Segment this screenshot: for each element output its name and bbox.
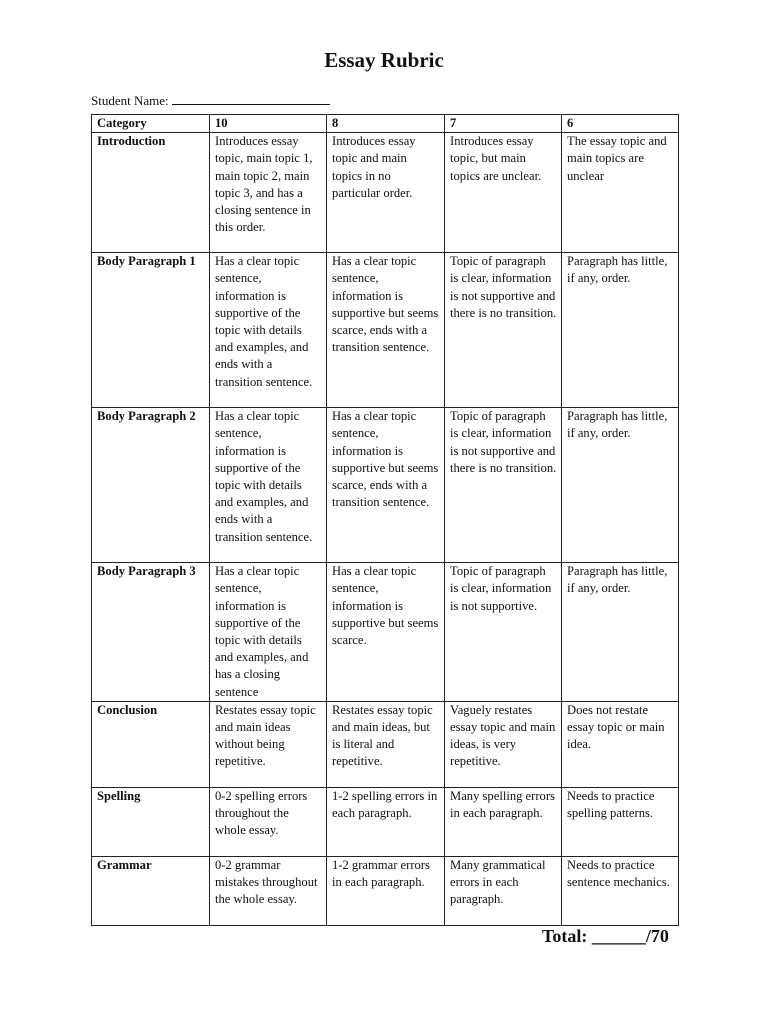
criteria-cell: The essay topic and main topics are unclear — [562, 133, 679, 253]
header-cell-category: Category — [92, 115, 210, 133]
criteria-cell: Paragraph has little, if any, order. — [562, 563, 679, 702]
table-row — [92, 787, 679, 856]
category-cell: Spelling — [92, 787, 210, 856]
criteria-cell: Paragraph has little, if any, order. — [562, 408, 679, 563]
table-row — [92, 856, 679, 925]
criteria-cell: Has a clear topic sentence, information is supportive but seems scarce. — [327, 563, 445, 702]
criteria-cell: Restates essay topic and main ideas, but is literal and repetitive. — [327, 701, 445, 787]
header-row — [92, 115, 679, 133]
category-cell: Conclusion — [92, 701, 210, 787]
student-name-blank — [172, 92, 330, 105]
criteria-cell: Needs to practice spelling patterns. — [562, 787, 679, 856]
category-cell: Introduction — [92, 133, 210, 253]
table-row — [92, 701, 679, 787]
criteria-cell: Topic of paragraph is clear, information is not supportive and there is no transition. — [445, 408, 562, 563]
table-row — [92, 253, 679, 408]
criteria-cell: Introduces essay topic, but main topics are unclear. — [445, 133, 562, 253]
criteria-cell: Has a clear topic sentence, information is supportive but seems scarce, ends with a transition sentence. — [327, 253, 445, 408]
criteria-cell: Has a clear topic sentence, information is supportive of the topic with details and examples, and has a closing sentence — [210, 563, 327, 702]
criteria-cell: Topic of paragraph is clear, information is not supportive. — [445, 563, 562, 702]
criteria-cell: Many grammatical errors in each paragraph. — [445, 856, 562, 925]
criteria-cell: Vaguely restates essay topic and main ideas, is very repetitive. — [445, 701, 562, 787]
criteria-cell: Needs to practice sentence mechanics. — [562, 856, 679, 925]
student-name-line — [91, 92, 330, 109]
criteria-cell: Has a clear topic sentence, information is supportive but seems scarce, ends with a transition sentence. — [327, 408, 445, 563]
criteria-cell: 1-2 grammar errors in each paragraph. — [327, 856, 445, 925]
header-cell-score: 10 — [210, 115, 327, 133]
criteria-cell: 1-2 spelling errors in each paragraph. — [327, 787, 445, 856]
criteria-cell: Paragraph has little, if any, order. — [562, 253, 679, 408]
table-row — [92, 133, 679, 253]
criteria-cell: 0-2 spelling errors throughout the whole essay. — [210, 787, 327, 856]
table-row — [92, 408, 679, 563]
criteria-cell: Introduces essay topic and main topics in no particular order. — [327, 133, 445, 253]
criteria-cell: Has a clear topic sentence, information is supportive of the topic with details and examples, and ends with a transition sentence. — [210, 408, 327, 563]
criteria-cell: Topic of paragraph is clear, information is not supportive and there is no transition. — [445, 253, 562, 408]
category-cell: Body Paragraph 3 — [92, 563, 210, 702]
table-row — [92, 563, 679, 702]
category-cell: Grammar — [92, 856, 210, 925]
criteria-cell: Has a clear topic sentence, information is supportive of the topic with details and examples, and ends with a transition sentence. — [210, 253, 327, 408]
criteria-cell: 0-2 grammar mistakes throughout the whole essay. — [210, 856, 327, 925]
total-score-line: Total: ______/70 — [542, 926, 669, 946]
criteria-cell: Restates essay topic and main ideas without being repetitive. — [210, 701, 327, 787]
student-name-label: Student Name: — [91, 93, 169, 108]
page-title: Essay Rubric — [324, 48, 444, 72]
criteria-cell: Does not restate essay topic or main idea. — [562, 701, 679, 787]
header-cell-score: 7 — [445, 115, 562, 133]
criteria-cell: Introduces essay topic, main topic 1, main topic 2, main topic 3, and has a closing sentence in this order. — [210, 133, 327, 253]
criteria-cell: Many spelling errors in each paragraph. — [445, 787, 562, 856]
category-cell: Body Paragraph 2 — [92, 408, 210, 563]
header-cell-score: 8 — [327, 115, 445, 133]
header-cell-score: 6 — [562, 115, 679, 133]
rubric-table — [91, 114, 679, 926]
category-cell: Body Paragraph 1 — [92, 253, 210, 408]
